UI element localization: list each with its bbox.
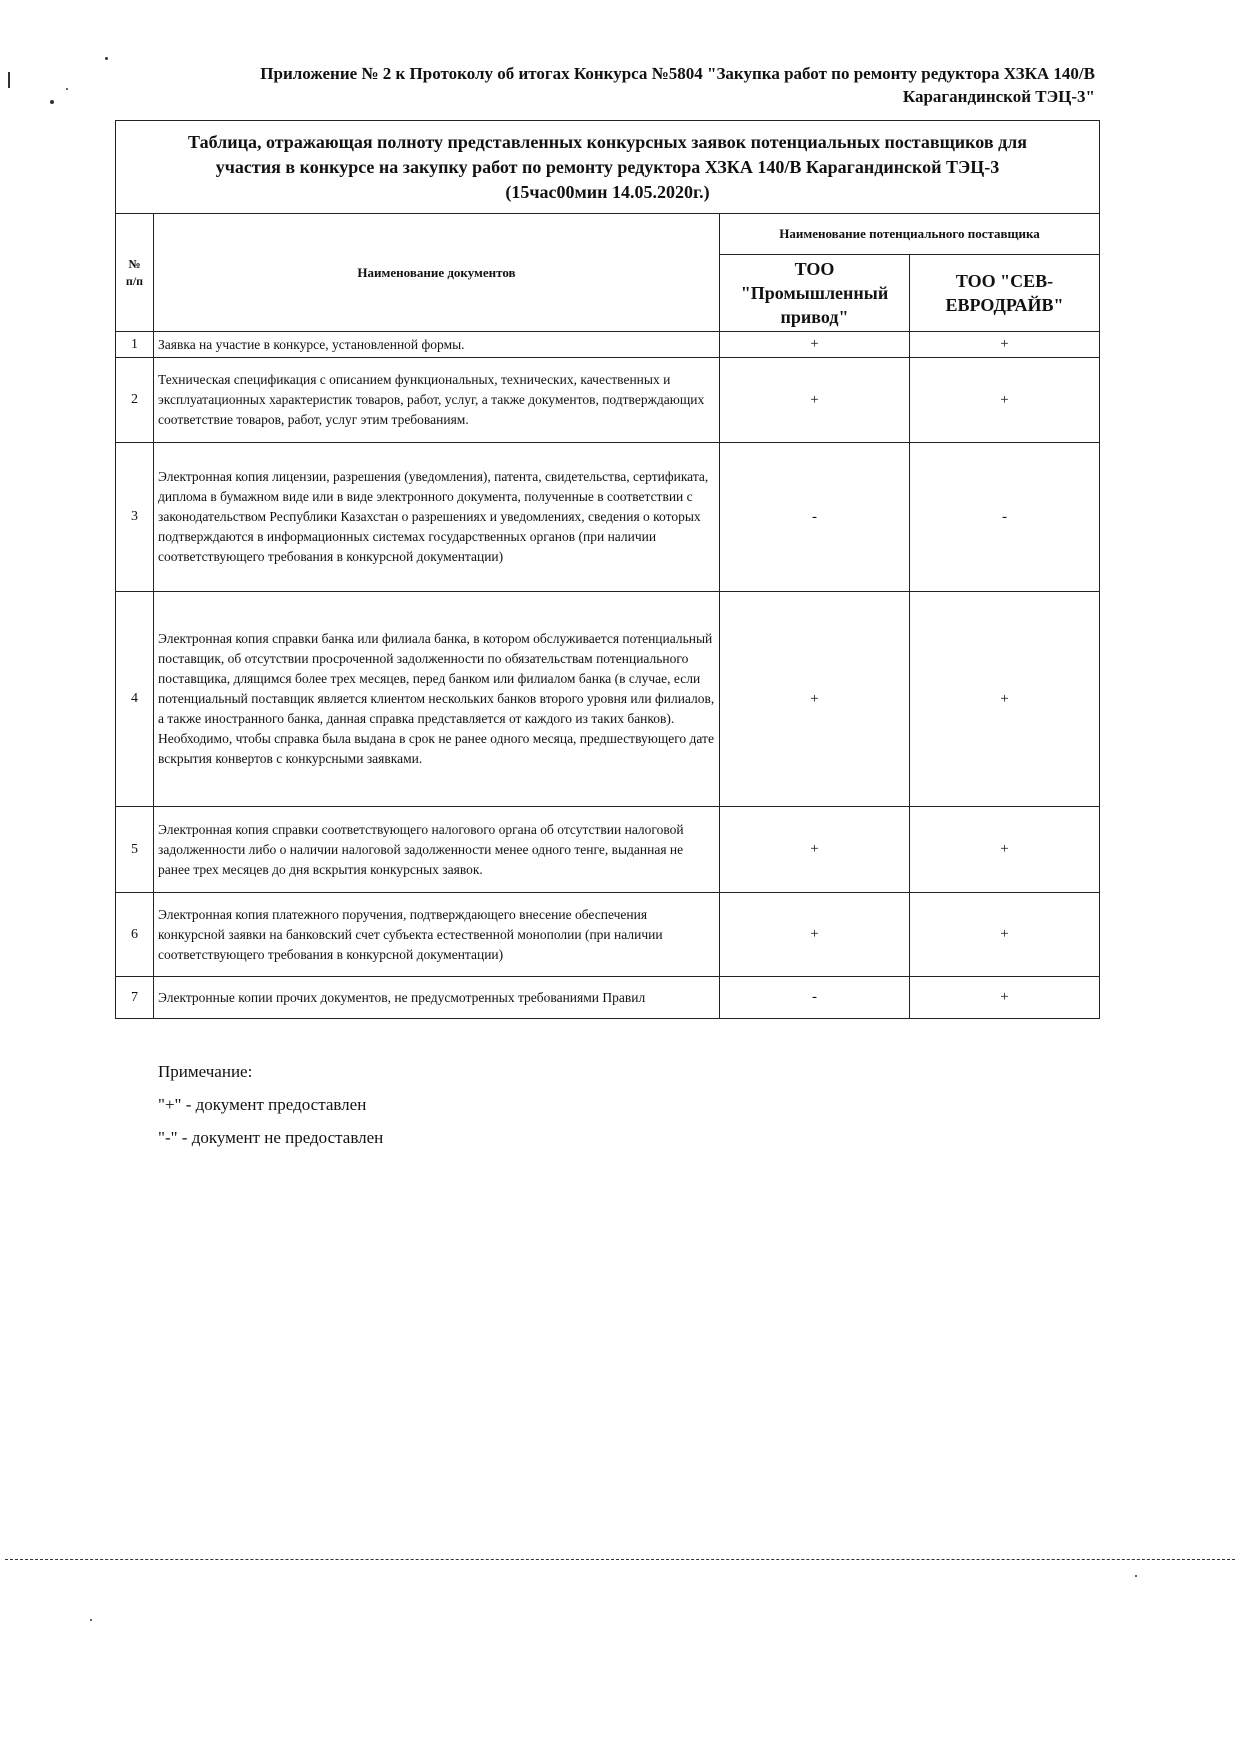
- row-mark-supplier-2: -: [910, 443, 1100, 592]
- row-mark-supplier-1: -: [720, 443, 910, 592]
- row-mark-supplier-1: -: [720, 977, 910, 1019]
- row-mark-supplier-1: +: [720, 807, 910, 893]
- header-line-1: Приложение № 2 к Протоколу об итогах Конкурса №5804 "Закупка работ по ремонту редуктора ХЗКА 140/В: [260, 64, 1095, 83]
- table-row: [116, 592, 1100, 807]
- table-title-line-1: Таблица, отражающая полноту представленных конкурсных заявок потенциальных поставщиков для: [188, 132, 1028, 152]
- row-document: Техническая спецификация с описанием функциональных, технических, качественных и эксплуатационных характеристик товаров, работ, услуг, а также документов, подтверждающих соответствие товаров, работ, услуг этим требованиям.: [154, 358, 720, 443]
- column-header-number-abbr: п/п: [125, 273, 144, 288]
- row-mark-supplier-2: +: [910, 893, 1100, 977]
- row-document: Электронная копия справки банка или филиала банка, в котором обслуживается потенциальный поставщик, об отсутствии просроченной задолженности по обязательствам потенциального поставщика, длящимся более трех месяцев, перед банком или филиалом банка (в случае, если потенциальный поставщик является клиентом нескольких банков второго уровня или филиалов, а также иностранного банка, данная справка представляется от каждого из таких банков). Необходимо, чтобы справка была выдана в срок не ранее одного месяца, предшествующего дате вскрытия конвертов с конкурсными заявками.: [154, 592, 720, 807]
- table-title: [116, 121, 1100, 214]
- row-mark-supplier-2: +: [910, 592, 1100, 807]
- column-header-documents: Наименование документов: [154, 214, 720, 332]
- row-mark-supplier-2: +: [910, 807, 1100, 893]
- row-mark-supplier-1: +: [720, 358, 910, 443]
- column-header-suppliers: Наименование потенциального поставщика: [720, 214, 1100, 255]
- table-row: [116, 893, 1100, 977]
- row-number: 7: [116, 977, 154, 1019]
- table-row: [116, 332, 1100, 358]
- row-number: 5: [116, 807, 154, 893]
- row-document: Электронные копии прочих документов, не предусмотренных требованиями Правил: [154, 977, 720, 1019]
- scan-speck: [1135, 1575, 1137, 1577]
- row-number: 1: [116, 332, 154, 358]
- table-row: [116, 977, 1100, 1019]
- scan-speck: [105, 57, 108, 60]
- note-minus-legend: "-" - документ не предоставлен: [158, 1128, 384, 1147]
- row-number: 2: [116, 358, 154, 443]
- column-header-number: [116, 214, 154, 332]
- table-title-line-2: участия в конкурсе на закупку работ по ремонту редуктора ХЗКА 140/В Карагандинской ТЭЦ-3: [215, 157, 1000, 177]
- row-number: 6: [116, 893, 154, 977]
- page-divider: [5, 1559, 1235, 1560]
- row-mark-supplier-2: +: [910, 977, 1100, 1019]
- header-line-2: Карагандинской ТЭЦ-3": [902, 87, 1095, 106]
- note-plus-legend: "+" - документ предоставлен: [158, 1095, 367, 1114]
- column-header-supplier-2: ТОО "СЕВ-ЕВРОДРАЙВ": [910, 255, 1100, 332]
- scan-mark: [8, 72, 10, 88]
- row-document: Электронная копия справки соответствующего налогового органа об отсутствии налоговой задолженности либо о наличии налоговой задолженности менее одного тенге, выданная не ранее трех месяцев до дня вскрытия конкурсных заявок.: [154, 807, 720, 893]
- row-mark-supplier-1: +: [720, 592, 910, 807]
- row-document: Заявка на участие в конкурсе, установленной формы.: [154, 332, 720, 358]
- row-mark-supplier-1: +: [720, 332, 910, 358]
- document-header: [150, 62, 1095, 108]
- scan-speck: [66, 88, 68, 90]
- row-mark-supplier-2: +: [910, 332, 1100, 358]
- table-row: [116, 807, 1100, 893]
- scan-speck: [50, 100, 54, 104]
- applications-table: [115, 120, 1100, 1019]
- row-number: 3: [116, 443, 154, 592]
- table-row: [116, 443, 1100, 592]
- table-row: [116, 358, 1100, 443]
- row-number: 4: [116, 592, 154, 807]
- note-title: Примечание:: [158, 1062, 253, 1081]
- column-header-supplier-1: ТОО "Промышленный привод": [720, 255, 910, 332]
- scan-speck: [90, 1619, 92, 1621]
- row-document: Электронная копия лицензии, разрешения (уведомления), патента, свидетельства, сертификата, диплома в бумажном виде или в виде электронного документа, полученные в соответствии с законодательством Республики Казахстан о разрешениях и уведомлениях, сведения о которых подтверждаются в информационных системах государственных органов (при наличии соответствующего требования в конкурсной документации): [154, 443, 720, 592]
- row-document: Электронная копия платежного поручения, подтверждающего внесение обеспечения конкурсной заявки на банковский счет субъекта естественной монополии (при наличии соответствующего требования в конкурсной документации): [154, 893, 720, 977]
- row-mark-supplier-1: +: [720, 893, 910, 977]
- column-header-number-sign: №: [128, 256, 141, 271]
- row-mark-supplier-2: +: [910, 358, 1100, 443]
- table-title-line-3: (15час00мин 14.05.2020г.): [505, 182, 710, 202]
